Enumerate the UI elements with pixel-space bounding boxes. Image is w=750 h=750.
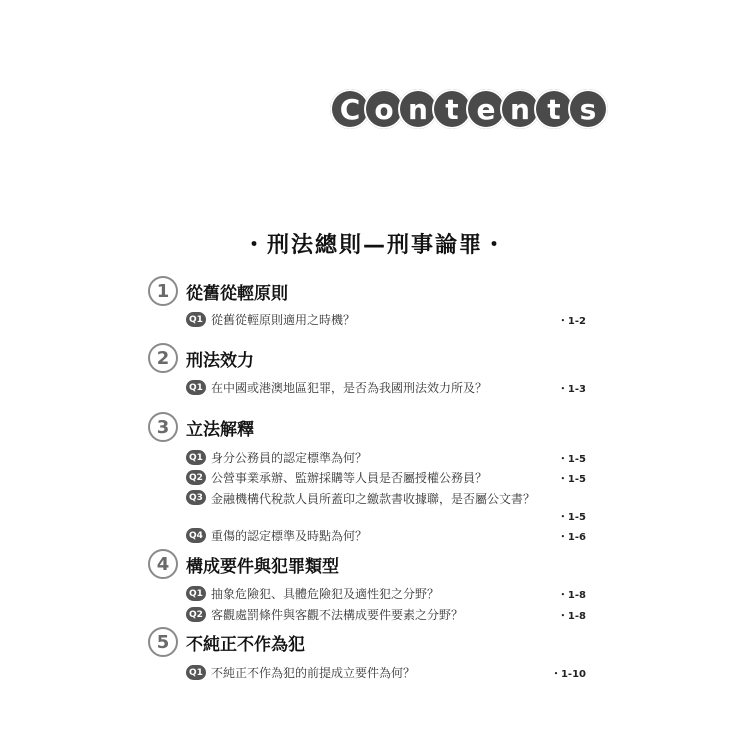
question-badge-icon: Q3	[186, 490, 206, 505]
chapter-title: 刑法效力	[186, 350, 254, 371]
chapter-heading[interactable]	[148, 549, 339, 579]
question-badge-icon: Q4	[186, 528, 206, 543]
page-number: ・1-8	[557, 590, 586, 601]
page-number: ・1-8	[557, 611, 586, 622]
section-heading: ・刑法總則—刑事論罪・	[242, 233, 507, 258]
chapter-number-icon: 3	[148, 412, 178, 442]
question-text: 重傷的認定標準及時點為何？	[211, 529, 368, 543]
chapter-title: 立法解釋	[186, 419, 254, 440]
title-letter: n	[500, 89, 540, 129]
question-badge-icon: Q2	[186, 607, 206, 622]
question-badge-icon: Q2	[186, 470, 206, 485]
title-letter: t	[432, 89, 472, 129]
chapter-heading[interactable]	[148, 627, 305, 657]
question-text: 從舊從輕原則適用之時機？	[211, 313, 356, 327]
page-number: ・1-6	[557, 532, 586, 543]
chapter-title: 從舊從輕原則	[186, 283, 288, 304]
title-letter: C	[330, 89, 370, 129]
question-badge-icon: Q1	[186, 380, 206, 395]
chapter-heading[interactable]	[148, 276, 288, 306]
question-text: 公營事業承辦、監辦採購等人員是否屬授權公務員？	[211, 471, 488, 485]
title-letter: s	[568, 89, 608, 129]
page-number: ・1-5	[557, 474, 586, 485]
question-text: 在中國或港澳地區犯罪，是否為我國刑法效力所及？	[211, 381, 488, 395]
question-badge-icon: Q1	[186, 665, 206, 680]
contents-title	[330, 86, 610, 132]
chapter-heading[interactable]	[148, 412, 254, 442]
question-row[interactable]	[186, 488, 590, 526]
question-row[interactable]	[186, 378, 590, 398]
question-badge-icon: Q1	[186, 450, 206, 465]
chapter-title: 不純正不作為犯	[186, 634, 305, 655]
page-number: ・1-10	[550, 669, 586, 680]
question-text: 抽象危險犯、具體危險犯及適性犯之分野？	[211, 587, 440, 601]
page-number: ・1-3	[557, 384, 586, 395]
question-text: 身分公務員的認定標準為何？	[211, 451, 368, 465]
chapter-heading[interactable]	[148, 343, 254, 373]
title-letter: t	[534, 89, 574, 129]
question-row[interactable]	[186, 468, 590, 488]
question-text: 不純正不作為犯的前提成立要件為何？	[211, 666, 416, 680]
title-letter: n	[398, 89, 438, 129]
question-row[interactable]	[186, 605, 590, 625]
page-number: ・1-5	[557, 512, 586, 523]
title-letter: e	[466, 89, 506, 129]
page-number: ・1-2	[557, 316, 586, 327]
question-row[interactable]	[186, 663, 590, 683]
question-text: 金融機構代稅款人員所蓋印之繳款書收據聯，是否屬公文書？	[211, 492, 536, 506]
chapter-number-icon: 5	[148, 627, 178, 657]
question-row[interactable]	[186, 448, 590, 468]
question-text: 客觀處罰條件與客觀不法構成要件要素之分野？	[211, 608, 464, 622]
question-row[interactable]	[186, 526, 590, 546]
page-number: ・1-5	[557, 454, 586, 465]
chapter-number-icon: 4	[148, 549, 178, 579]
question-badge-icon: Q1	[186, 312, 206, 327]
question-badge-icon: Q1	[186, 586, 206, 601]
question-row[interactable]	[186, 584, 590, 604]
title-letter: o	[364, 89, 404, 129]
question-row[interactable]	[186, 310, 590, 330]
chapter-number-icon: 2	[148, 343, 178, 373]
chapter-number-icon: 1	[148, 276, 178, 306]
chapter-title: 構成要件與犯罪類型	[186, 556, 339, 577]
